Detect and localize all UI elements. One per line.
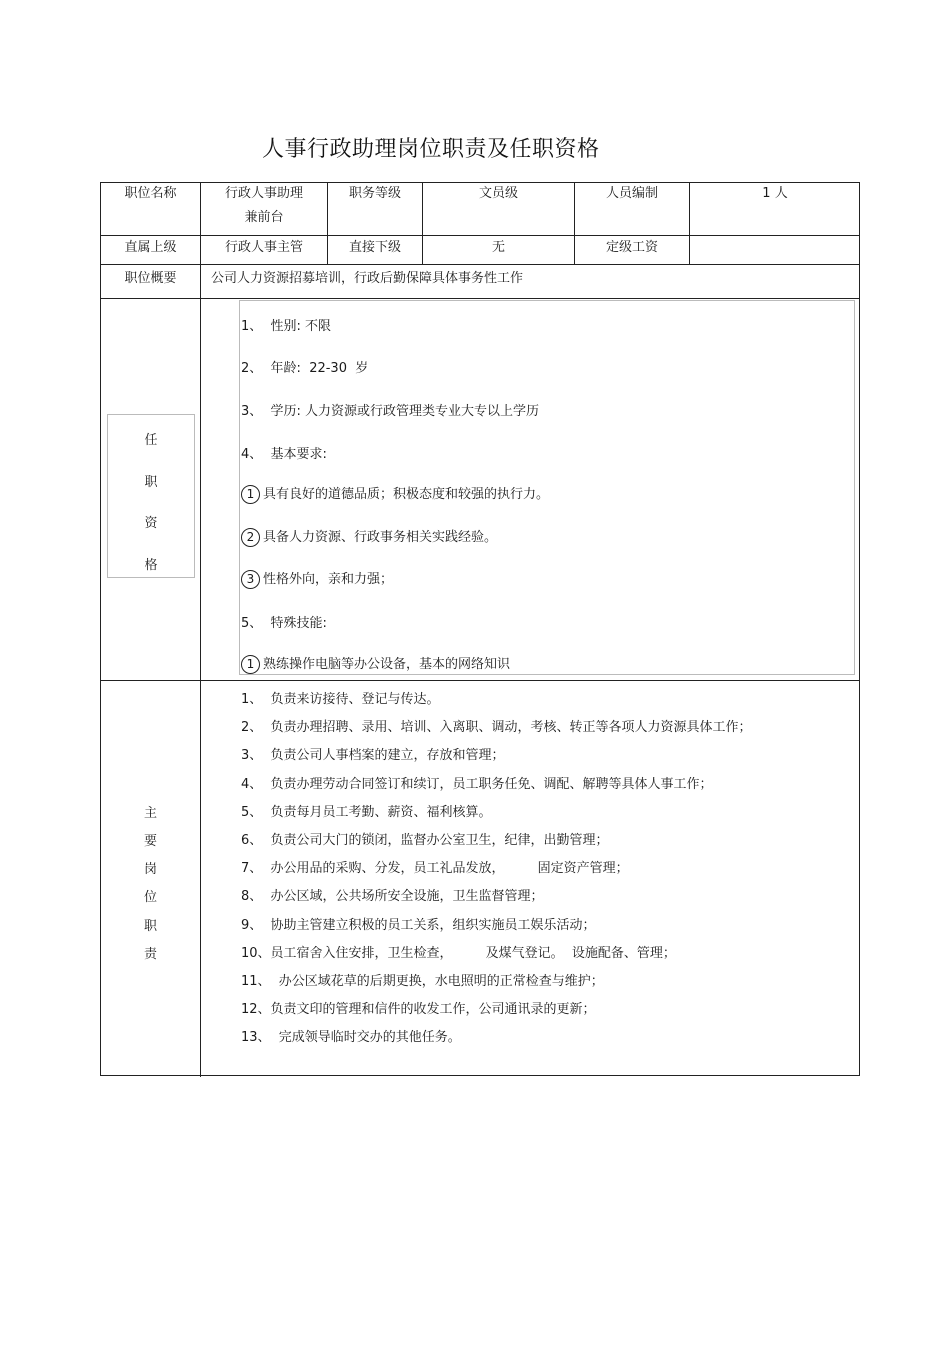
qualifications-label-char: 任 xyxy=(144,433,158,448)
qualification-item xyxy=(241,400,539,419)
position-name-line2: 兼前台 xyxy=(244,210,284,225)
subordinate-value: 无 xyxy=(491,240,505,255)
superior-label: 直属上级 xyxy=(124,240,177,255)
duties-label-char: 岗 xyxy=(143,862,157,877)
duty-item: 8、 办公区域，公共场所安全设施，卫生监督管理； xyxy=(241,889,544,904)
row-divider xyxy=(101,235,859,236)
duty-item: 9、 协助主管建立积极的员工关系，组织实施员工娱乐活动； xyxy=(241,918,596,933)
duties-label-char: 主 xyxy=(143,806,157,821)
duty-item: 7、 办公用品的采购、分发，员工礼品发放， 固定资产管理； xyxy=(241,861,629,876)
item-number: 5、 xyxy=(241,616,263,631)
qualification-item xyxy=(241,612,327,631)
item-text: 特殊技能: xyxy=(270,616,327,631)
item-text: 性别: 不限 xyxy=(270,319,332,334)
grade-value: 文员级 xyxy=(478,186,518,201)
duties-label-char: 责 xyxy=(143,947,157,962)
item-text: 具有良好的道德品质；积极态度和较强的执行力。 xyxy=(263,487,550,502)
duties-label-char: 位 xyxy=(143,890,157,905)
circled-number: 3 xyxy=(241,570,260,589)
item-number: 3、 xyxy=(241,404,263,419)
duty-item: 6、 负责公司大门的锁闭，监督办公室卫生，纪律，出勤管理； xyxy=(241,833,609,848)
row-divider xyxy=(101,264,859,265)
headcount-label: 人员编制 xyxy=(605,186,658,201)
item-number: 1、 xyxy=(241,319,263,334)
qualification-item xyxy=(241,483,549,504)
qualifications-label-char: 格 xyxy=(144,558,158,573)
qualification-item xyxy=(241,357,368,376)
duty-item: 1、 负责来访接待、登记与传达。 xyxy=(241,692,440,707)
position-name-label: 职位名称 xyxy=(124,186,177,201)
item-text: 基本要求: xyxy=(270,447,327,462)
summary-label: 职位概要 xyxy=(124,271,177,286)
duty-item: 13、 完成领导临时交办的其他任务。 xyxy=(241,1030,461,1045)
duty-item: 11、 办公区域花草的后期更换，水电照明的正常检查与维护； xyxy=(241,974,604,989)
superior-value: 行政人事主管 xyxy=(224,240,303,255)
duties-label-char: 职 xyxy=(143,919,157,934)
qualification-item xyxy=(241,315,331,334)
position-name-line1: 行政人事助理 xyxy=(224,186,303,201)
duty-item: 4、 负责办理劳动合同签订和续订，员工职务任免、调配、解聘等具体人事工作； xyxy=(241,777,713,792)
item-number: 2、 xyxy=(241,361,263,376)
row-divider xyxy=(101,680,859,681)
subordinate-label: 直接下级 xyxy=(348,240,401,255)
column-divider xyxy=(200,183,201,1077)
qualification-item xyxy=(241,443,327,462)
qualification-item xyxy=(241,653,510,674)
duty-item: 5、 负责每月员工考勤、薪资、福利核算。 xyxy=(241,805,492,820)
headcount-value: 1 人 xyxy=(762,186,788,201)
row-divider xyxy=(101,298,859,299)
qualification-item xyxy=(241,568,393,589)
item-text: 熟练操作电脑等办公设备，基本的网络知识 xyxy=(263,657,511,672)
summary-value: 公司人力资源招募培训，行政后勤保障具体事务性工作 xyxy=(211,271,524,286)
qualifications-label-box xyxy=(107,414,195,578)
page-title: 人事行政助理岗位职责及任职资格 xyxy=(262,137,600,162)
qualifications-label-char: 资 xyxy=(144,516,158,531)
grade-label: 职务等级 xyxy=(348,186,401,201)
qualification-item xyxy=(241,526,497,547)
item-text: 学历: 人力资源或行政管理类专业大专以上学历 xyxy=(270,404,540,419)
salary-label: 定级工资 xyxy=(605,240,658,255)
job-description-table xyxy=(100,182,860,1076)
circled-number: 1 xyxy=(241,485,260,504)
duty-item: 3、 负责公司人事档案的建立，存放和管理； xyxy=(241,748,505,763)
item-text: 年龄: 22-30 岁 xyxy=(270,361,369,376)
duties-label-char: 要 xyxy=(143,834,157,849)
qualifications-label-char: 职 xyxy=(144,475,158,490)
item-text: 性格外向，亲和力强； xyxy=(263,572,394,587)
circled-number: 2 xyxy=(241,528,260,547)
circled-number: 1 xyxy=(241,655,260,674)
duty-item: 10、员工宿舍入住安排，卫生检查， 及煤气登记。 设施配备、管理； xyxy=(241,946,676,961)
duty-item: 12、负责文印的管理和信件的收发工作，公司通讯录的更新； xyxy=(241,1002,596,1017)
item-number: 4、 xyxy=(241,447,263,462)
duty-item: 2、 负责办理招聘、录用、培训、入离职、调动，考核、转正等各项人力资源具体工作； xyxy=(241,720,752,735)
item-text: 具备人力资源、行政事务相关实践经验。 xyxy=(263,530,498,545)
